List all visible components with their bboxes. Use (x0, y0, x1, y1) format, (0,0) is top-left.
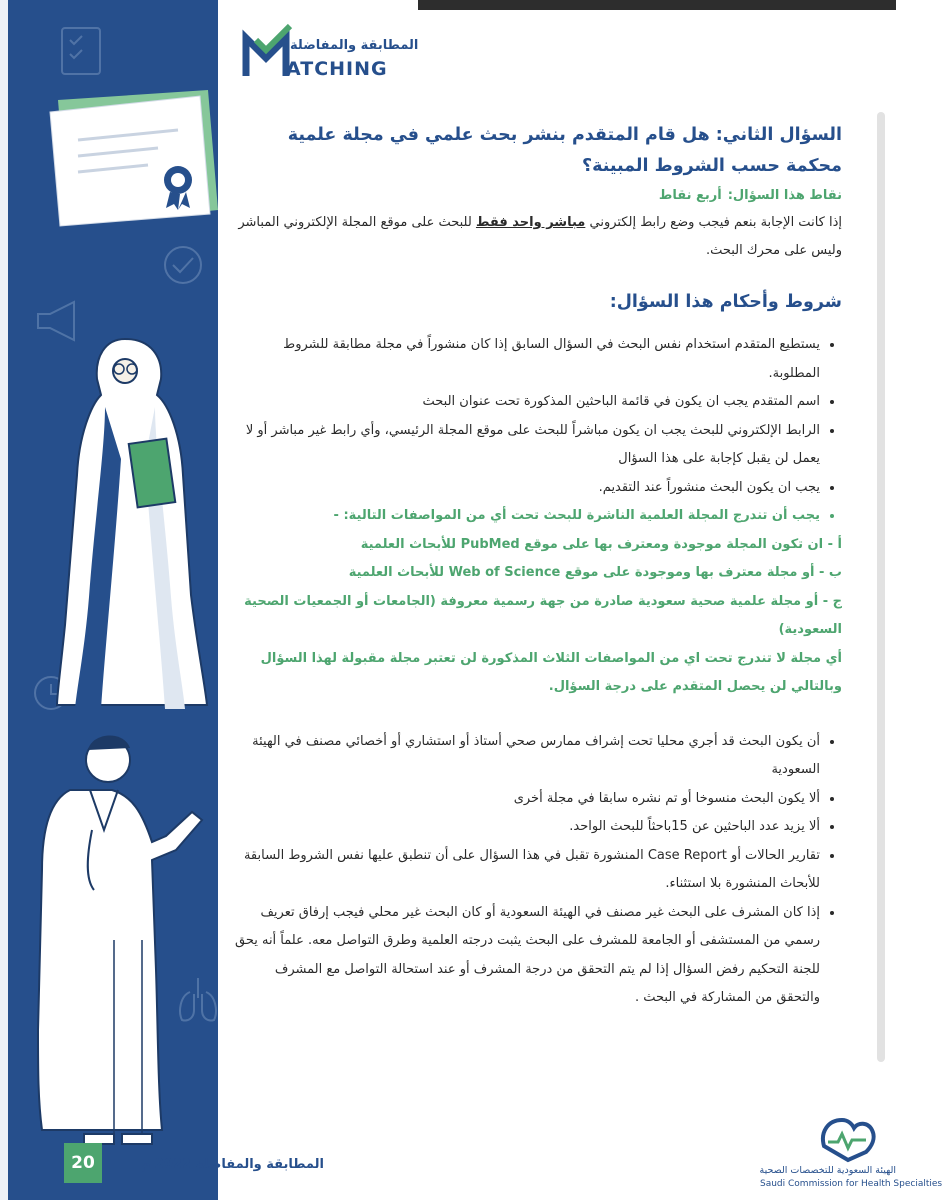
list-item: • تقارير الحالات أو Case Report المنشورة تقبل في هذا السؤال على أن تنطبق عليها نفس الشروط السابقة للأبحاث المنشورة بلا استثناء. (230, 842, 820, 899)
list-item: • أن يكون البحث قد أجري محليا تحت إشراف ممارس صحي أستاذ أو استشاري أو أخصائي مصنف في الهيئة السعودية (230, 728, 820, 785)
list-item: • إذا كان المشرف على البحث غير مصنف في الهيئة السعودية أو كان البحث غير محلي فيجب إرفاق تعريف رسمي من المستشفى أو الجامعة للمشرف على البحث يثبت درجته العلمية وطرق التواصل معه. علماً أنه يحق للجنة التحكيم رفض السؤال إذا لم يتم التحقق من درجة المشرف أو عند استحالة التواصل مع المشرف والتحقق من المشاركة في البحث . (230, 899, 820, 1013)
org-name-arabic: الهيئة السعودية للتخصصات الصحية (759, 1165, 896, 1176)
criteria-web-of-science: ب - أو مجلة معترف بها وموجودة على موقع Web of Science للأبحاث العلمية (348, 565, 842, 580)
question-title-line2: محكمة حسب الشروط المبينة؟ (581, 156, 842, 176)
scfhs-logo-icon (818, 1116, 878, 1162)
clipboard-icon (52, 20, 112, 80)
vertical-scrollbar[interactable] (877, 112, 885, 1062)
footer-title: المطابقة والمفاضلة 2022 م (140, 1157, 324, 1172)
conditions-title: شروط وأحكام هذا السؤال: (609, 292, 842, 312)
matching-logo-mark (242, 24, 292, 80)
check-icon (158, 240, 208, 290)
list-item: • ألا يكون البحث منسوخا أو تم نشره سابقا في مجلة أخرى (230, 785, 820, 814)
criteria-saudi-journal: ج - أو مجلة علمية صحية سعودية صادرة من جهة رسمية معروفة (الجامعات أو الجمعيات الصحية السعودية) (244, 593, 842, 637)
list-item: • يجب ان يكون البحث منشوراً عند التقديم. (230, 474, 820, 503)
more-conditions-list (230, 728, 842, 1013)
question-title (230, 120, 842, 182)
points-value: أربع نقاط (658, 188, 722, 203)
main-content (230, 120, 842, 1013)
criteria-pubmed: أ - ان تكون المجلة موجودة ومعترف بها على موقع PubMed للأبحاث العلمية (360, 536, 842, 552)
list-item: • اسم المتقدم يجب ان يكون في قائمة الباحثين المذكورة تحت عنوان البحث (230, 388, 820, 417)
page-number: 20 (64, 1143, 102, 1183)
intro-emphasis: مباشر واحد فقط (475, 215, 586, 230)
points-label: نقاط هذا السؤال: (727, 188, 842, 203)
intro-text-1: إذا كانت الإجابة بنعم فيجب وضع رابط إلكتروني (589, 215, 842, 230)
conditions-list (230, 331, 842, 531)
logo-english-text: ATCHING (286, 58, 388, 80)
logo-arabic-text: المطابقة والمفاضلة (290, 38, 419, 53)
list-item: • ألا يزيد عدد الباحثين عن 15باحثاً للبحث الواحد. (230, 813, 820, 842)
male-doctor-illustration (30, 730, 220, 1150)
intro-text-2: للبحث على موقع المجلة الإلكتروني المباشر وليس على محرك البحث. (238, 215, 842, 258)
question-intro (230, 209, 842, 265)
list-item: • الرابط الإلكتروني للبحث يجب ان يكون مباشراً للبحث على موقع المجلة الرئيسي، وأي رابط غير مباشر أو لا يعمل لن يقبل كإجابة على هذا السؤال (230, 417, 820, 474)
criteria-note: أي مجلة لا تندرج تحت اي من المواصفات الثلاث المذكورة لن تعتبر مجلة مقبولة لهذا السؤال وبالتالي لن يحصل المتقدم على درجة السؤال. (260, 650, 842, 694)
list-item-journal-criteria: • يجب أن تندرج المجلة العلمية الناشرة للبحث تحت أي من المواصفات التالية: - (230, 502, 820, 531)
certificate-illustration (38, 90, 228, 230)
question-title-line1: السؤال الثاني: هل قام المتقدم بنشر بحث علمي في مجلة علمية (287, 125, 842, 145)
female-doctor-illustration (55, 335, 205, 715)
page-edge (0, 0, 8, 1200)
list-item: • يستطيع المتقدم استخدام نفس البحث في السؤال السابق إذا كان منشوراً في مجلة مطابقة للشروط المطلوبة. (230, 331, 820, 388)
question-points (230, 185, 842, 207)
org-name-english: Saudi Commission for Health Specialties (760, 1179, 942, 1189)
